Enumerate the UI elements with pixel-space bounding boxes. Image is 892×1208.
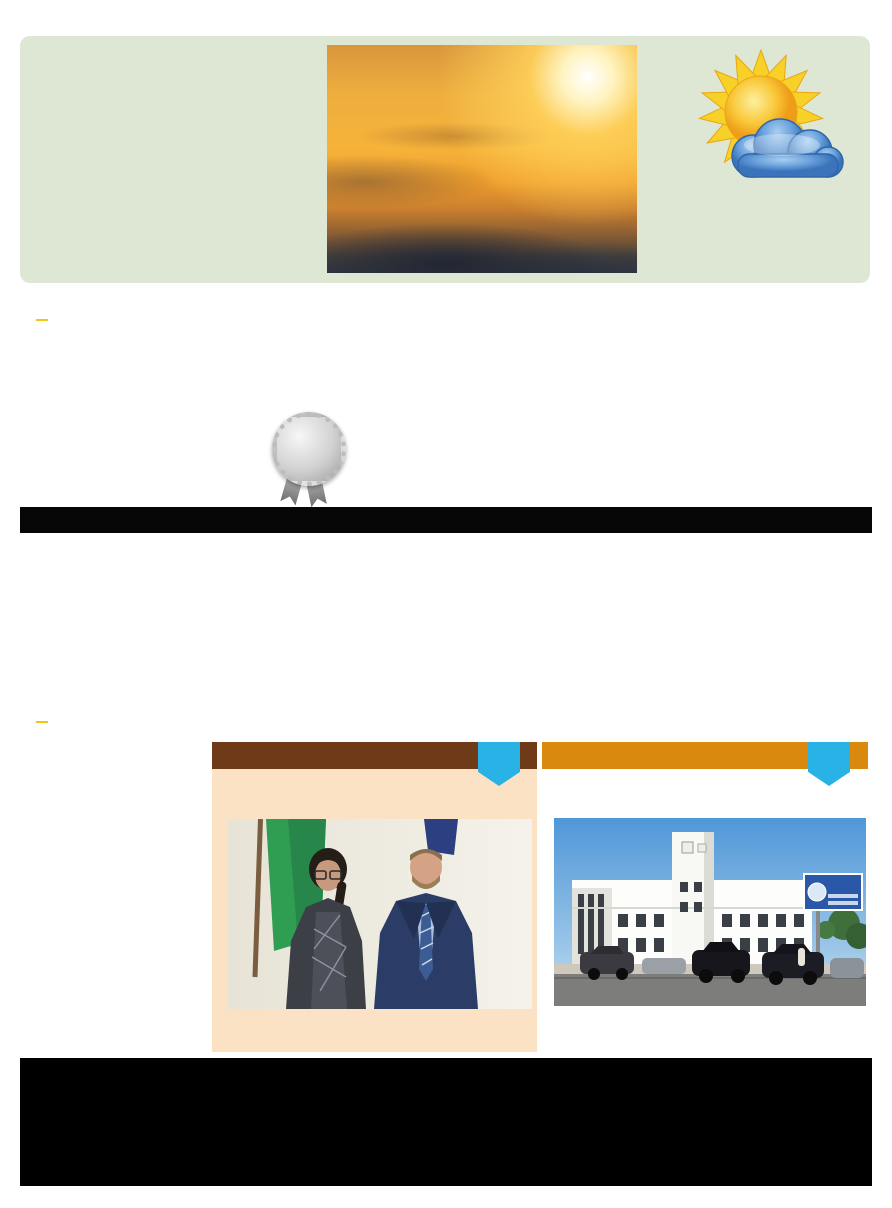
middle-article-panel — [212, 769, 537, 1052]
people-photo — [228, 819, 532, 1009]
sun-cloud-icon — [656, 46, 866, 204]
qr-code — [716, 336, 828, 448]
agro-chevrons-icon — [36, 300, 48, 328]
dateline-bar — [20, 507, 872, 533]
sub-chevrons-icon — [36, 703, 48, 729]
building-photo — [554, 818, 866, 1006]
anniversary-badge — [272, 412, 346, 486]
sunset-photo — [327, 45, 637, 273]
weather-box — [20, 36, 870, 283]
right-page-badge — [808, 742, 850, 786]
footer-banner — [20, 1058, 872, 1186]
